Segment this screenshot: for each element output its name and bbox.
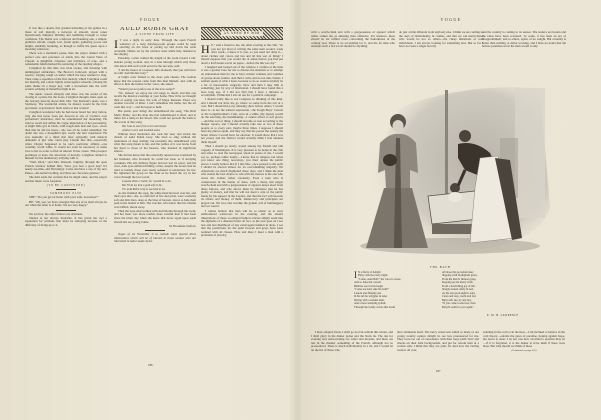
running-head: VOGUE bbox=[139, 17, 161, 22]
poem-line: Through the foamy waves that break bbox=[354, 305, 396, 309]
right-bottom-column-2 bbox=[397, 331, 479, 361]
poem-line: Diving with a sudden dash, bbox=[354, 298, 385, 302]
poem-line: And so innocent conceit bbox=[354, 281, 382, 285]
right-bottom-column-1 bbox=[311, 331, 393, 361]
poem-line: From the maid's firmest grasp, bbox=[442, 277, 477, 281]
poem-line: Bubbles over in his laugh. bbox=[354, 284, 384, 288]
poem-line: In his tub he wriggles in tune; bbox=[354, 295, 388, 299]
poem-line: Snugly tucked safely in bed, bbox=[442, 288, 474, 292]
paragraph: Without more hesitation she took her seat, and struck the chords of Auld Robin Gray. She tried to sing without the tenderness of deep feeling; but presently she remembered only what that song meant to her, and the pathos of it was borne from her heart to those of her hearers, who listened in significant silence. bbox=[114, 131, 196, 154]
paragraph: She held aside the curtains that he might enter, and the player and her music were forgotten. bbox=[25, 174, 107, 183]
dialogue-line: SHE: "Do you get on better with your wife, nowadays?" bbox=[29, 195, 99, 200]
left-column-2 bbox=[114, 27, 196, 352]
paragraph: "No, indeed; we enjoy the old songs so much, and that one recalls the musical evenings at your home. How little we thought then of seeing you here, the wife of Major Ransom. There was another favorite of mine. I can't remember the name, but the air went this way"—and he began to hum. bbox=[114, 90, 196, 109]
paragraph: Creighton wondered why he had never heard her play before, why she had never been put forward at any of Cecilia's own performers' musicales; then he remembered her mourning. He tried to recall and define his vague impression of her personality. A slight little girl in black, with rough dark hair and eyes—more than that he did not know—she was all he could remember. No doubt she was a thoughtful girl, really she had considered. He was naturally of a mind that after sympathy with musical demands. A girl who could play Chopin like that—especially when Chopin happened to be one's particular affinity—one certainly worth while. It would not even be necessary to make love to her in order to find an interest in her career. This prospect promised, at least, the attraction of novelty. Creighton smiled to himself for his momentary dallying with it. bbox=[25, 109, 107, 161]
left-column-1 bbox=[25, 27, 107, 352]
poem-line: All about his porcelain lake; bbox=[442, 271, 474, 274]
article-subtitle: A SCENE FROM LIFE bbox=[135, 32, 175, 36]
small-dog bbox=[383, 154, 397, 166]
left-column-3 bbox=[201, 27, 283, 352]
banner-title: AS SEEN BY HIM bbox=[221, 31, 263, 37]
paragraph: that commends itself. The fancy waistcoats which so many of our young country squires delight in, are less pronounced for me. They were too out of consonance with their large plaid 'bars' and checks on their dark backgrounds, and put for certain men of a certain style I think that they are quite fit. And now the curling week is all over, bbox=[397, 331, 479, 352]
illustration-the-bath bbox=[340, 78, 565, 263]
paragraph: Then I should go nearly crazed among my friends and talk vaguely of Washington. It is very pleasant to be home in the club and other to read the newspaper about in praise of me. I would say so, perhaps rather loudly—I know that in religion, but when you know one thing, nowadays, you must amuse the public places. I really believe that if I met Mac, once pressed to the polls I should be elected almost for an overwhelming majority. We Americans are much frightened these days, and I think the man who stands the best chance to win with the masses is the one who wears his clothes rather carelessly. Even a man who is conspicuous in the matter of dress, with a cheap and vulgar watch-chain and with a gorgeousness of apparel, keeps aloof from those fellows, and who shows them by inference that he has plenty of money, and that he will not need a cent of the public funds for his support in the Capitol, and that the fact will become its efforts and money of them. Democracy and principles are played out. We love and worship the golden calf of humbuggery and we want it. bbox=[201, 144, 283, 209]
to-be-continued: (TO BE CONTINUED) bbox=[46, 183, 86, 187]
paragraph: "I am the bearer of a request, Mrs. Ransom, that you will favor us with 'Auld Robin Gray.'" bbox=[114, 67, 196, 76]
section-head: SOMEBODY ELSE bbox=[50, 192, 82, 196]
editorial-note: Vogue of 1st November is to contain some special dress illustrations which will be of interest to those women who are interested in tailor-made styles. bbox=[114, 232, 196, 244]
divider bbox=[145, 230, 165, 231]
drop-cap: I bbox=[354, 270, 357, 280]
illustration-caption: THE BATH bbox=[430, 266, 451, 269]
paragraph: But quick, poor thing! she remembered the song, 'The Rich Man's Bride,' and the man she had remembered it often, and at times felt a lump in her throat. She could not prevent the truth to the words of that song: bbox=[114, 109, 196, 124]
door bbox=[515, 88, 545, 218]
poem-signature: E. M. H. LAWRENCE bbox=[487, 314, 519, 317]
drop-cap: I bbox=[114, 37, 118, 52]
paragraph: "Would you not prefer one of the new songs?" bbox=[118, 86, 176, 91]
poem-line: As the last good-night is said, bbox=[442, 291, 476, 295]
article-title: AULD ROBIN GRAY bbox=[120, 27, 190, 32]
paragraph: "Well, Dick," said Mrs. Ransom, brightly, through the open French window behind him, "have you had a good nap? It's nearly tea-time, and I'm hungry. Come and have a cup of my new Pekoe—the kettle's boiling, and there are chocolate galettes." bbox=[25, 160, 107, 175]
paragraph: Presently, a man walked the length of the room toward a tall, slender young woman, and, in a tone through which only those who knew him well could perceive the sarcasm, said: bbox=[114, 56, 196, 68]
verse-line: For auld Robin Gray is sae kind to me. bbox=[122, 187, 166, 191]
poem-line: N a flurry of delight bbox=[358, 271, 381, 274]
paragraph: It was like a dream, that gradual unfolding of his genius in a maze of soft melody, a network of smooth, sweet tones mysteriously mingled, thrilling and trembling brought to sense confusion. The theme was a delicate and haunting one, a simple, plaintive refrain, caught, lost, found again, gathering power and height, suddenly breaking, as though to baffle the guest upon a mocking wind note. bbox=[25, 27, 107, 52]
poem-left-stanza bbox=[354, 271, 401, 309]
poem-line: Baby'll swim for you again." bbox=[442, 305, 475, 309]
column-banner bbox=[201, 27, 283, 40]
paragraph: E," said a friend to me, the other evening at the club, "do you not get tired of writing the same item around, week after week—I know it is you, so you need not deny it—about clothes and colors and ties and all that sort of thing? I should suppose that you would die of ennui before you had put down a half dozen words on paper—before the ink was dry." bbox=[201, 43, 283, 65]
baby-body bbox=[448, 192, 462, 202]
drop-cap: H bbox=[201, 42, 210, 56]
paragraph: do just a little different from anybody else. I think we are coming to the days of individuality in clothes, and that we can mend these who would be not so others—the cheap imitations of real individuals. I am always looking for something new. But so far I have not seen a single novelty bbox=[399, 31, 483, 49]
divider bbox=[56, 189, 76, 190]
paragraph: She did not know that the outwardly reposed was overheard by her husband, who frowned; he could but look, as if studying costumes. His tall, military figure had not lost its grace; and his clear, dark eyes emitted thrilling a man, despite the severe that he tried to banish, those eyes rarely softened to tenderness for her. He tightened his grasp on the chair as he heard the cry in her voice through the last words: bbox=[114, 153, 196, 179]
verse-line: A father's ears and troubled name bbox=[122, 128, 160, 132]
paragraph: I should really like to see Congress so thinking of this kind, and I should not have me go where so some front the tail of a coat. But I should have my amusing show before others. I would have it—is not the earliest expression—the Tough Boys' Cotrole or the Longshoremen's Club, once in a while. My deputy would do the selecting, the handshaking—I cannot afford to soil gloves—and that sort of thing. I should become so true according to the hunger reports, and I should actually take one or two of these people as to every part, maybe three times. I suppose I should have my photos again, and they say that the poorer the quality the better chance I would have for election. It would show that I was not proud, and the fellows would actually think I had smoked them myself. bbox=[201, 97, 283, 144]
paragraph: and the country is coming to its senses. The leaders are beaten and the ideas have been scattered. To some, it has been an era of disappointment; and to others, again, of no weight. But actuality is better than nothing. A dollar working, and I have no doubt that the hollow promises set in the man would it only bbox=[482, 31, 566, 49]
verse-line: But I'll do my best a guid wife to be, bbox=[122, 183, 163, 187]
running-head: VOGUE bbox=[440, 17, 462, 22]
right-top-column-2 bbox=[399, 31, 483, 61]
poem-line: Slipping with triumphant grace, bbox=[442, 274, 478, 278]
poem-line: "If you come to-morrow, then bbox=[442, 302, 476, 306]
maxim: Silence is not always desirable. It has given the owl a reputation for wisdom, that must be annoying because of the difficulty of living up to it. bbox=[25, 215, 107, 227]
paragraph: There was a moment's pause, then the player dashed with a perfect care and precision of attack into the Grand Valse of Chopin. A delightful crispness and brilliance of tone, and a remarkable finish marked the rendering of the rippling allegro. bbox=[25, 51, 107, 67]
paragraph: T was a night in early June. Through the open French windows of a long drawing-room groups could be seen strolling on the lawn or pacing up and down the wide verandah. Others sat by the window seats while they listened to the singing. bbox=[114, 38, 196, 57]
poem-line: "Come see baby take his bath!" bbox=[354, 288, 390, 292]
door-frame bbox=[445, 90, 448, 210]
maxim: We are free; the other fellows are obstinate. bbox=[29, 211, 83, 216]
author-signature: M. Broadbent-Sanford. bbox=[169, 223, 196, 228]
poem-line: From a bewitching joy of life. bbox=[442, 284, 476, 288]
left-page bbox=[0, 0, 300, 420]
poem-line: "Come, Aunt Bell!" his voice is sweet, bbox=[358, 277, 402, 281]
paragraph: I cannot believe that men will be so idiotic as to wear embroidered waistcoats in the evening, and the absurd illustrations of these so-alleged fashion articles simply seem like the figments of a diseased brain. In fact, as the year goes on I see less and less likelihood of any extravagant fashion in dress. I see that my predictions for the quiet browns and grays have been realized with all classes. Here and there I meet a man with a profusion of jewelry, bbox=[201, 208, 283, 238]
paragraph: A bright color flamed to the clear, pale cheeks. The woman knew that the request came from that man himself, and, with an effort to hide the tremor in her voice, she asked: bbox=[114, 75, 196, 87]
continued-note: (Continued on page 191) bbox=[511, 349, 537, 353]
poem-line: Baby tells me, by and bye, bbox=[442, 298, 472, 302]
right-bottom-column-3 bbox=[483, 331, 565, 367]
poem-line: Clean and rosy, warm and fed, bbox=[442, 295, 477, 299]
paragraph: standing in the cold or in the heat—I am inclined to believe in the cold theory—outside the gates of paradise, hoping against hope, but never to enter. I do not care how wretched a position may be—if it is forgotten, it is the maker to have them if there were hope. But why should we think of these bbox=[483, 331, 565, 349]
page-number: 186 bbox=[148, 363, 153, 367]
right-top-column-1 bbox=[311, 31, 395, 61]
dialogue-line: HE: "Oh, yes; we have arranged that one of us shall always be out when the other is at home. We are very happy." bbox=[25, 199, 107, 208]
verse-line: I mauna think o' Jamie, for 'twould be a sin, bbox=[122, 179, 172, 183]
poem-line: Baby calls me every night; bbox=[358, 274, 388, 278]
right-top-column-3 bbox=[482, 31, 566, 61]
poem-right-stanza bbox=[442, 271, 478, 309]
poem-line: And a most tempting splash, bbox=[354, 302, 386, 306]
paragraph: Then the tone-deaf walked with Auld Robin through the room, and her heart was more restful, more trustful than it had been since the bitter day when she knew that never again upon earth should she see young Jamie. bbox=[114, 208, 196, 224]
poem-line: Keeping up the merry strife bbox=[442, 281, 473, 285]
paragraph: The music ceased abruptly and there was the sound of the closing of a piano lid; the notes, Creighton thought, must open on the balcony directly above him. Mrs. Van Ransom's piano was a Steinway. The wonderful artiste, he mused, would be the little governess. A governess! Such talent as that wasted! bbox=[25, 91, 107, 110]
verse-line: But 'twas to save from scorn and shame bbox=[122, 124, 167, 128]
divider bbox=[56, 210, 76, 211]
page-number: 187 bbox=[436, 369, 441, 373]
paragraph: with a watch-chain and with a gorgeousness of apparel which rather strikes me as amusing than offensive. For instance, there should be six ruffled coats concerning the buttonholes of the coming year. There is no accounting for it, and the fat man who attempts such a fad is lost should be anything. bbox=[311, 31, 395, 49]
poem-line: Lissom and flinging one bbox=[354, 291, 382, 295]
paragraph: I laughed and looked out of the window. I confess at the time it was a greater bore for me to discuss the situation or to attempt an explanation than for me to have written volumes and volumes of gossip about clothes. And then I write and do not talk clothes. I seldom speak of what I learn, because to do so would certainly be a bit of inexcusable vulgarity. Now and then I may hint at something, just by way of illustration. I should have found this a bore long ago, if I did not find that I have a mission to accomplish. I think that I am cut out for a political campaign. bbox=[201, 64, 283, 98]
paragraph: Creighton by this time was wide awake, and listening with unmitigated admiration. The Bocrovs followed, played with a resolve, forging rough on under which the keys seemed to sing. Then came a repetition of the first melody, which Creighton could not identify, and a short lightly extravagance wherein, echoing the same theme in a major key, with a movement like the swift ecstatic eddying of butterflies high in air. bbox=[25, 66, 107, 92]
paragraph: As she finished the song, the white hand hovered over her, and their eyes met—his, as often full of fire and pride, were womanly soft and dim; hers, deep as the blue of heaven, strove to hide their pain in the leaded at him. The watcher, who knew that his scheme was baffled, shook away. bbox=[114, 190, 196, 209]
paragraph: I have adopted black. I shall go not but seldom this winter, and I shall glory in the dinner jacket and the black tie. The ties for evening and semi-evening are wider and broader, and there are ties in the manner something of the French, although not so pronounced. There is much individuality in a tie, and I would be on the list of those who bbox=[311, 331, 393, 352]
